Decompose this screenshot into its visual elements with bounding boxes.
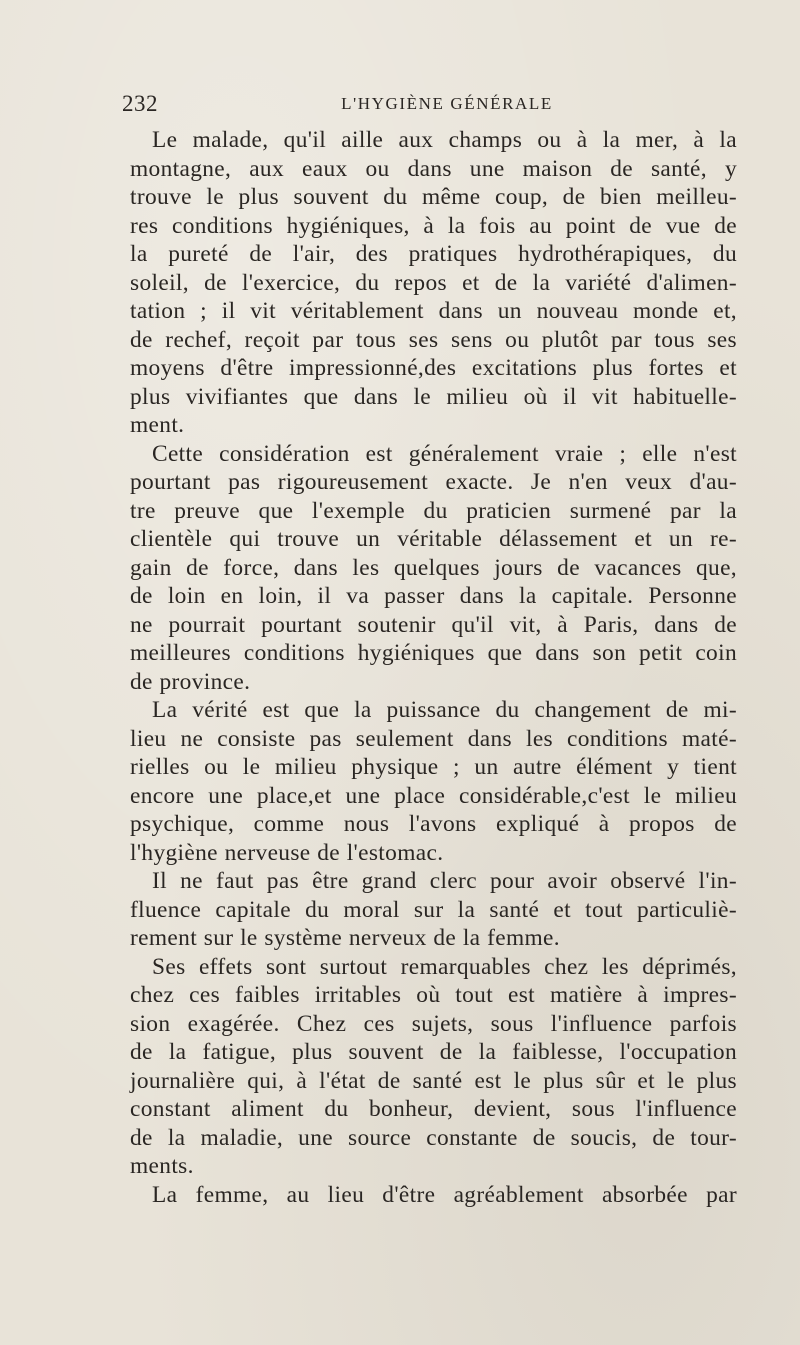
text-line: trouve le plus souvent du même coup, de bien meilleu-: [130, 184, 737, 210]
text-line: tre preuve que l'exemple du praticien surmené par la: [130, 497, 737, 524]
text-line: rement sur le système nerveux de la femme.: [130, 925, 560, 951]
text-line: l'hygiène nerveuse de l'estomac.: [130, 839, 444, 866]
text-line: la pureté de l'air, des pratiques hydrothérapiques, du: [130, 241, 737, 267]
paragraph-6: [130, 1181, 737, 1210]
text-line: La vérité est que la puissance du changement de mi-: [152, 697, 737, 723]
text-line: encore une place,et une place considérable,c'est le milieu: [130, 782, 737, 809]
paragraph-3: [130, 696, 737, 867]
text-line: chez ces faibles irritables où tout est matière à impres-: [130, 982, 737, 1008]
text-line: Il ne faut pas être grand clerc pour avoir observé l'in-: [152, 868, 737, 894]
text-line: Ses effets sont surtout remarquables chez les déprimés,: [152, 953, 737, 980]
running-title: L'HYGIÈNE GÉNÉRALE: [341, 94, 553, 113]
text-line: lieu ne consiste pas seulement dans les conditions maté-: [130, 725, 737, 752]
text-line: psychique, comme nous l'avons expliqué à propos de: [130, 811, 737, 837]
text-line: de rechef, reçoit par tous ses sens ou plutôt par tous ses: [130, 326, 737, 353]
text-line: moyens d'être impressionné,des excitations plus fortes et: [130, 355, 737, 381]
page-number: 232: [122, 91, 158, 116]
text-line: meilleures conditions hygiéniques que dans son petit coin: [130, 640, 737, 666]
paragraph-5: [130, 953, 737, 1181]
text-line: de la maladie, une source constante de soucis, de tour-: [130, 1124, 737, 1151]
text-line: ment.: [130, 412, 185, 438]
text-line: plus vivifiantes que dans le milieu où il vit habituelle-: [130, 383, 737, 410]
text-line: res conditions hygiéniques, à la fois au point de vue de: [130, 212, 737, 239]
body-text: [130, 126, 737, 1209]
text-line: journalière qui, à l'état de santé est le plus sûr et le plus: [130, 1067, 737, 1094]
text-line: gain de force, dans les quelques jours de vacances que,: [130, 554, 737, 581]
text-line: Le malade, qu'il aille aux champs ou à la mer, à la: [152, 127, 737, 153]
text-line: ne pourrait pourtant soutenir qu'il vit, à Paris, dans de: [130, 611, 737, 638]
text-line: ments.: [130, 1153, 194, 1179]
text-line: montagne, aux eaux ou dans une maison de santé, y: [130, 155, 737, 182]
text-line: pourtant pas rigoureusement exacte. Je n'en veux d'au-: [130, 469, 737, 495]
text-line: fluence capitale du moral sur la santé et tout particuliè-: [130, 896, 737, 923]
text-line: de loin en loin, il va passer dans la capitale. Personne: [130, 583, 737, 609]
text-line: clientèle qui trouve un véritable délassement et un re-: [130, 526, 737, 552]
paragraph-1: [130, 126, 737, 440]
text-line: rielles ou le milieu physique ; un autre élément y tient: [130, 754, 737, 780]
paragraph-4: [130, 867, 737, 953]
paragraph-2: [130, 440, 737, 697]
text-line: La femme, au lieu d'être agréablement absorbée par: [152, 1181, 737, 1208]
text-line: constant aliment du bonheur, devient, sous l'influence: [130, 1096, 737, 1122]
text-line: de province.: [130, 668, 251, 695]
text-line: Cette considération est généralement vraie ; elle n'est: [152, 440, 737, 467]
text-line: soleil, de l'exercice, du repos et de la variété d'alimen-: [130, 269, 737, 296]
text-line: tation ; il vit véritablement dans un nouveau monde et,: [130, 298, 737, 324]
text-line: sion exagérée. Chez ces sujets, sous l'influence parfois: [130, 1010, 737, 1037]
running-head: [122, 91, 736, 117]
text-line: de la fatigue, plus souvent de la faiblesse, l'occupation: [130, 1039, 737, 1065]
